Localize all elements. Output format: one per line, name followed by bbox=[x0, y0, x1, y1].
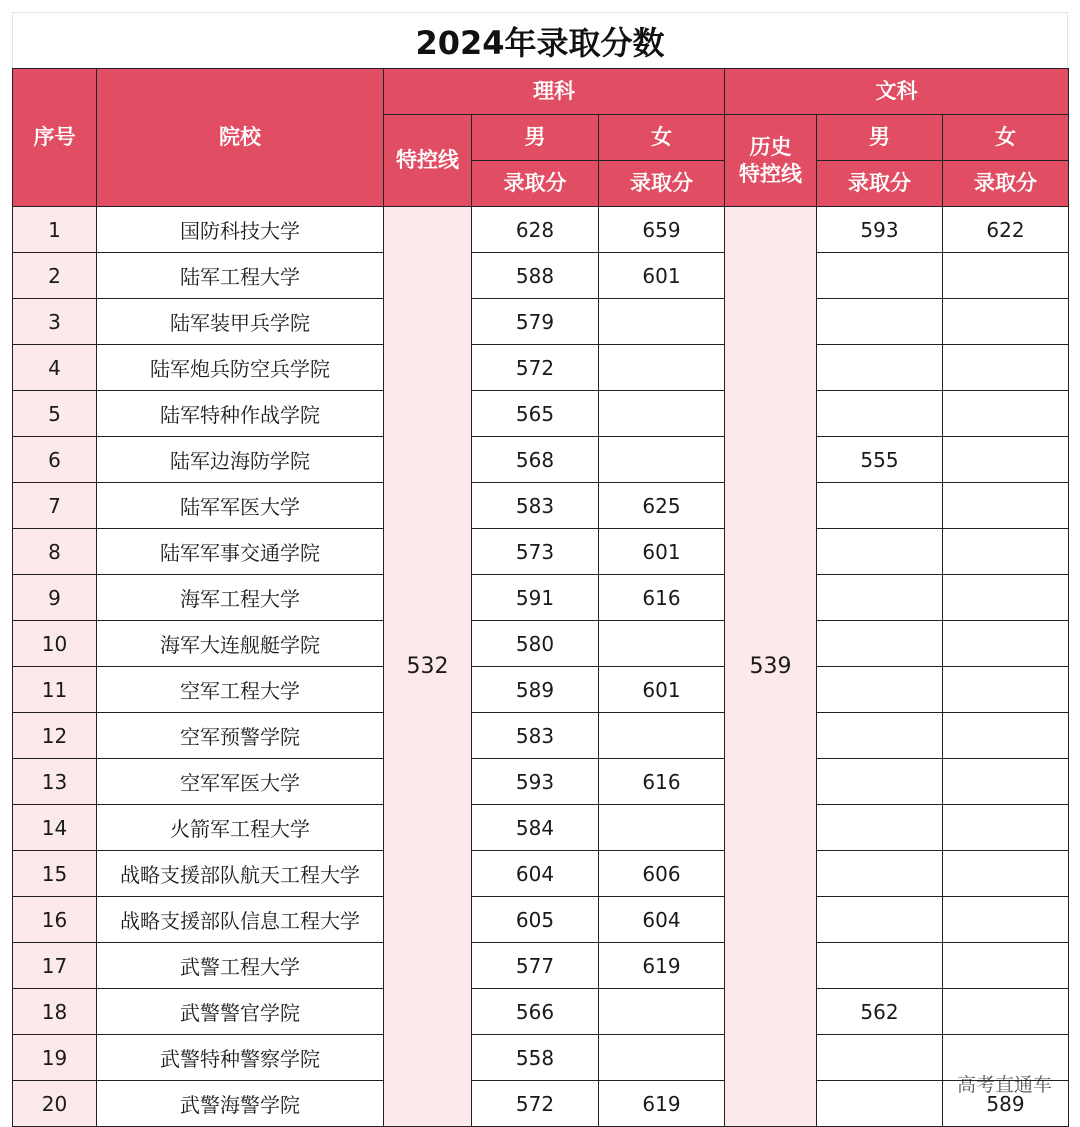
row-arts-male-score bbox=[817, 345, 943, 391]
header-arts-female: 女 bbox=[943, 115, 1069, 161]
row-index: 2 bbox=[13, 253, 97, 299]
row-school: 海军工程大学 bbox=[97, 575, 384, 621]
table-row bbox=[13, 667, 1069, 713]
table-row bbox=[13, 299, 1069, 345]
row-index: 14 bbox=[13, 805, 97, 851]
table-row bbox=[13, 1081, 1069, 1127]
row-index: 15 bbox=[13, 851, 97, 897]
header-science-male: 男 bbox=[472, 115, 599, 161]
row-arts-female-score bbox=[943, 851, 1069, 897]
row-science-female-score bbox=[599, 621, 725, 667]
header-science-male-score: 录取分 bbox=[472, 161, 599, 207]
row-science-female-score: 659 bbox=[599, 207, 725, 253]
row-science-male-score: 605 bbox=[472, 897, 599, 943]
row-arts-male-score bbox=[817, 575, 943, 621]
table-row bbox=[13, 207, 1069, 253]
score-table-page bbox=[12, 12, 1068, 1117]
table-row bbox=[13, 943, 1069, 989]
table-row bbox=[13, 805, 1069, 851]
row-index: 13 bbox=[13, 759, 97, 805]
header-arts-male: 男 bbox=[817, 115, 943, 161]
table-row bbox=[13, 391, 1069, 437]
row-arts-female-score bbox=[943, 805, 1069, 851]
row-arts-female-score bbox=[943, 989, 1069, 1035]
row-index: 16 bbox=[13, 897, 97, 943]
header-science-control-line: 特控线 bbox=[384, 115, 472, 207]
row-school: 陆军装甲兵学院 bbox=[97, 299, 384, 345]
arts-control-line-value: 539 bbox=[725, 207, 817, 1127]
row-arts-male-score: 593 bbox=[817, 207, 943, 253]
row-index: 4 bbox=[13, 345, 97, 391]
row-school: 陆军军医大学 bbox=[97, 483, 384, 529]
table-row bbox=[13, 575, 1069, 621]
row-school: 海军大连舰艇学院 bbox=[97, 621, 384, 667]
row-science-male-score: 566 bbox=[472, 989, 599, 1035]
row-science-male-score: 584 bbox=[472, 805, 599, 851]
row-science-female-score bbox=[599, 989, 725, 1035]
row-science-male-score: 572 bbox=[472, 345, 599, 391]
row-school: 武警警官学院 bbox=[97, 989, 384, 1035]
row-school: 陆军工程大学 bbox=[97, 253, 384, 299]
row-arts-male-score bbox=[817, 805, 943, 851]
row-science-female-score: 601 bbox=[599, 667, 725, 713]
row-index: 6 bbox=[13, 437, 97, 483]
row-arts-female-score bbox=[943, 759, 1069, 805]
row-arts-female-score: 622 bbox=[943, 207, 1069, 253]
row-arts-male-score bbox=[817, 529, 943, 575]
table-row bbox=[13, 897, 1069, 943]
row-science-male-score: 591 bbox=[472, 575, 599, 621]
row-school: 陆军军事交通学院 bbox=[97, 529, 384, 575]
header-school: 院校 bbox=[97, 69, 384, 207]
row-arts-female-score bbox=[943, 529, 1069, 575]
row-science-female-score bbox=[599, 805, 725, 851]
admission-score-table bbox=[12, 68, 1069, 1127]
row-arts-female-score bbox=[943, 299, 1069, 345]
page-title: 2024年录取分数 bbox=[12, 12, 1068, 68]
row-arts-female-score bbox=[943, 667, 1069, 713]
row-index: 8 bbox=[13, 529, 97, 575]
row-science-male-score: 593 bbox=[472, 759, 599, 805]
header-science-female-score: 录取分 bbox=[599, 161, 725, 207]
row-science-male-score: 588 bbox=[472, 253, 599, 299]
row-arts-male-score bbox=[817, 667, 943, 713]
row-science-female-score: 625 bbox=[599, 483, 725, 529]
row-science-female-score: 619 bbox=[599, 1081, 725, 1127]
row-science-female-score bbox=[599, 1035, 725, 1081]
header-arts-female-score: 录取分 bbox=[943, 161, 1069, 207]
row-index: 5 bbox=[13, 391, 97, 437]
row-arts-male-score bbox=[817, 759, 943, 805]
header-arts-line-history: 历史 bbox=[749, 135, 792, 160]
row-index: 20 bbox=[13, 1081, 97, 1127]
row-science-female-score bbox=[599, 391, 725, 437]
row-science-male-score: 583 bbox=[472, 713, 599, 759]
row-arts-female-score bbox=[943, 897, 1069, 943]
row-index: 7 bbox=[13, 483, 97, 529]
row-arts-female-score bbox=[943, 575, 1069, 621]
row-science-female-score: 604 bbox=[599, 897, 725, 943]
row-science-male-score: 589 bbox=[472, 667, 599, 713]
row-science-female-score bbox=[599, 299, 725, 345]
row-arts-female-score bbox=[943, 437, 1069, 483]
row-science-male-score: 583 bbox=[472, 483, 599, 529]
header-science: 理科 bbox=[384, 69, 725, 115]
row-school: 战略支援部队航天工程大学 bbox=[97, 851, 384, 897]
row-school: 武警海警学院 bbox=[97, 1081, 384, 1127]
row-school: 陆军炮兵防空兵学院 bbox=[97, 345, 384, 391]
row-school: 国防科技大学 bbox=[97, 207, 384, 253]
table-row bbox=[13, 851, 1069, 897]
row-science-female-score: 601 bbox=[599, 253, 725, 299]
header-science-female: 女 bbox=[599, 115, 725, 161]
row-science-male-score: 579 bbox=[472, 299, 599, 345]
row-arts-female-score bbox=[943, 943, 1069, 989]
row-school: 空军工程大学 bbox=[97, 667, 384, 713]
table-body bbox=[13, 207, 1069, 1127]
table-row bbox=[13, 437, 1069, 483]
row-index: 3 bbox=[13, 299, 97, 345]
row-arts-male-score bbox=[817, 391, 943, 437]
table-row bbox=[13, 345, 1069, 391]
row-arts-male-score: 562 bbox=[817, 989, 943, 1035]
header-index: 序号 bbox=[13, 69, 97, 207]
row-school: 武警特种警察学院 bbox=[97, 1035, 384, 1081]
row-index: 11 bbox=[13, 667, 97, 713]
row-arts-male-score bbox=[817, 621, 943, 667]
row-science-female-score: 601 bbox=[599, 529, 725, 575]
row-arts-female-score bbox=[943, 621, 1069, 667]
table-row bbox=[13, 989, 1069, 1035]
row-arts-male-score bbox=[817, 851, 943, 897]
row-index: 1 bbox=[13, 207, 97, 253]
row-arts-female-score: 589 bbox=[943, 1081, 1069, 1127]
row-arts-male-score: 555 bbox=[817, 437, 943, 483]
row-school: 空军军医大学 bbox=[97, 759, 384, 805]
row-index: 10 bbox=[13, 621, 97, 667]
row-school: 战略支援部队信息工程大学 bbox=[97, 897, 384, 943]
row-science-female-score: 616 bbox=[599, 575, 725, 621]
table-row bbox=[13, 713, 1069, 759]
table-row bbox=[13, 253, 1069, 299]
row-arts-male-score bbox=[817, 1035, 943, 1081]
row-arts-male-score bbox=[817, 897, 943, 943]
row-arts-female-score bbox=[943, 713, 1069, 759]
row-science-male-score: 580 bbox=[472, 621, 599, 667]
row-school: 陆军边海防学院 bbox=[97, 437, 384, 483]
row-science-male-score: 558 bbox=[472, 1035, 599, 1081]
row-science-female-score bbox=[599, 713, 725, 759]
row-index: 18 bbox=[13, 989, 97, 1035]
row-arts-female-score bbox=[943, 345, 1069, 391]
row-science-male-score: 573 bbox=[472, 529, 599, 575]
row-index: 17 bbox=[13, 943, 97, 989]
table-row bbox=[13, 483, 1069, 529]
row-science-male-score: 565 bbox=[472, 391, 599, 437]
row-science-male-score: 577 bbox=[472, 943, 599, 989]
row-arts-female-score bbox=[943, 391, 1069, 437]
table-row bbox=[13, 529, 1069, 575]
row-school: 火箭军工程大学 bbox=[97, 805, 384, 851]
header-arts: 文科 bbox=[725, 69, 1069, 115]
header-arts-line-label: 特控线 bbox=[739, 161, 803, 186]
table-row bbox=[13, 1035, 1069, 1081]
row-science-female-score: 616 bbox=[599, 759, 725, 805]
row-school: 武警工程大学 bbox=[97, 943, 384, 989]
row-science-female-score bbox=[599, 345, 725, 391]
row-arts-male-score bbox=[817, 943, 943, 989]
header-arts-male-score: 录取分 bbox=[817, 161, 943, 207]
row-arts-female-score bbox=[943, 483, 1069, 529]
row-science-female-score bbox=[599, 437, 725, 483]
row-arts-male-score bbox=[817, 483, 943, 529]
row-science-male-score: 628 bbox=[472, 207, 599, 253]
row-science-female-score: 606 bbox=[599, 851, 725, 897]
row-index: 19 bbox=[13, 1035, 97, 1081]
row-arts-male-score bbox=[817, 713, 943, 759]
row-arts-male-score bbox=[817, 253, 943, 299]
science-control-line-value: 532 bbox=[384, 207, 472, 1127]
watermark-text: 高考直通车 bbox=[956, 1074, 1052, 1096]
row-arts-male-score bbox=[817, 299, 943, 345]
row-science-female-score: 619 bbox=[599, 943, 725, 989]
row-index: 9 bbox=[13, 575, 97, 621]
row-school: 空军预警学院 bbox=[97, 713, 384, 759]
row-school: 陆军特种作战学院 bbox=[97, 391, 384, 437]
row-index: 12 bbox=[13, 713, 97, 759]
table-row bbox=[13, 621, 1069, 667]
header-arts-control-line bbox=[725, 115, 817, 207]
table-row bbox=[13, 759, 1069, 805]
row-arts-male-score bbox=[817, 1081, 943, 1127]
row-science-male-score: 604 bbox=[472, 851, 599, 897]
row-arts-female-score bbox=[943, 253, 1069, 299]
row-science-male-score: 572 bbox=[472, 1081, 599, 1127]
row-science-male-score: 568 bbox=[472, 437, 599, 483]
